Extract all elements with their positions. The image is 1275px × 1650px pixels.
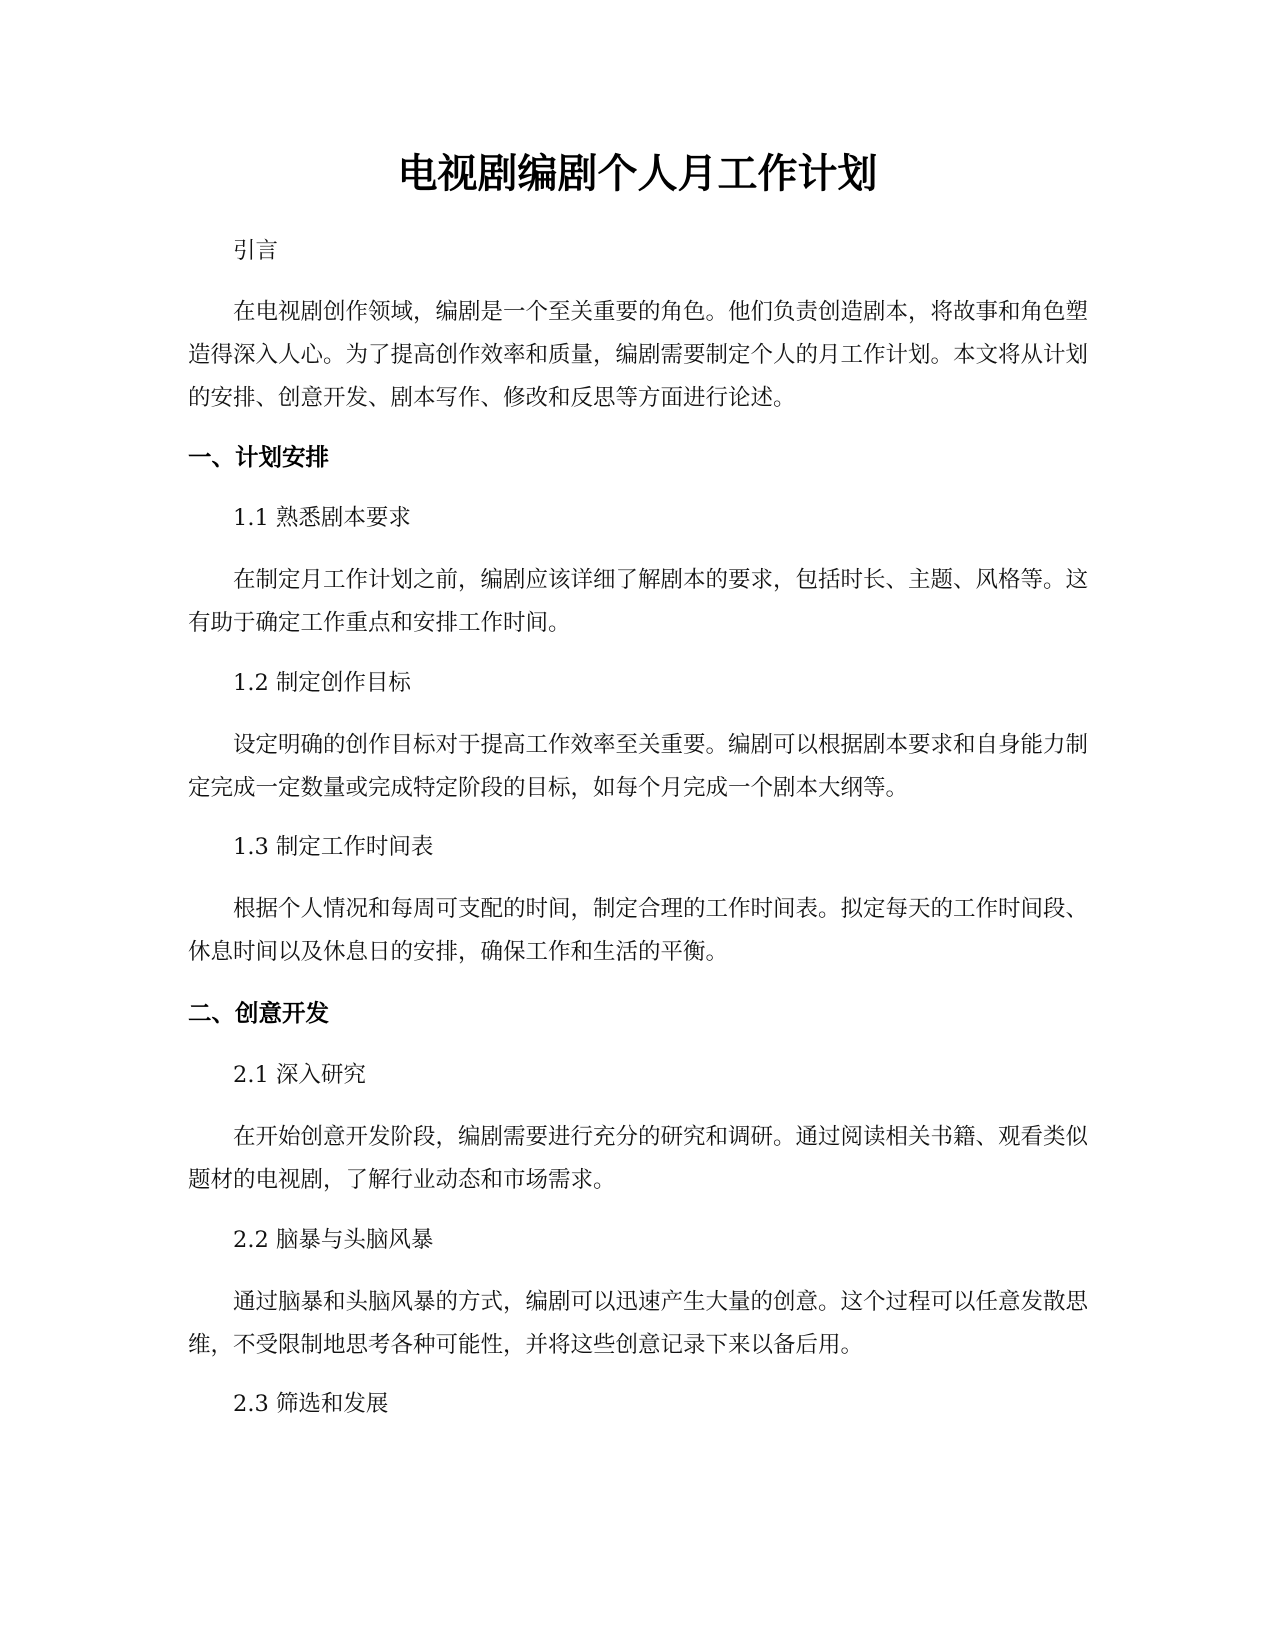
subsection-2-1-title: 2.1 深入研究 xyxy=(233,1062,366,1088)
intro-paragraph: 在电视剧创作领域，编剧是一个至关重要的角色。他们负责创造剧本，将故事和角色塑造得深入人心。为了提高创作效率和质量，编剧需要制定个人的月工作计划。本文将从计划的安排、创意开发、剧本写作、修改和反思等方面进行论述。 xyxy=(188,299,1089,411)
subsection-1-2-paragraph: 设定明确的创作目标对于提高工作效率至关重要。编剧可以根据剧本要求和自身能力制定完成一定数量或完成特定阶段的目标，如每个月完成一个剧本大纲等。 xyxy=(188,732,1089,801)
intro-label: 引言 xyxy=(233,238,279,264)
subsection-2-2-paragraph: 通过脑暴和头脑风暴的方式，编剧可以迅速产生大量的创意。这个过程可以任意发散思维，不受限制地思考各种可能性，并将这些创意记录下来以备后用。 xyxy=(188,1289,1089,1358)
subsection-2-1-paragraph: 在开始创意开发阶段，编剧需要进行充分的研究和调研。通过阅读相关书籍、观看类似题材的电视剧，了解行业动态和市场需求。 xyxy=(188,1124,1089,1193)
subsection-1-3-paragraph: 根据个人情况和每周可支配的时间，制定合理的工作时间表。拟定每天的工作时间段、休息时间以及休息日的安排，确保工作和生活的平衡。 xyxy=(188,896,1089,965)
section-2-heading: 二、创意开发 xyxy=(188,999,329,1027)
subsection-1-3-title: 1.3 制定工作时间表 xyxy=(233,834,434,860)
section-1-heading: 一、计划安排 xyxy=(188,443,329,471)
subsection-1-2-title: 1.2 制定创作目标 xyxy=(233,670,411,696)
subsection-1-1-title: 1.1 熟悉剧本要求 xyxy=(233,505,411,531)
subsection-1-1-paragraph: 在制定月工作计划之前，编剧应该详细了解剧本的要求，包括时长、主题、风格等。这有助于确定工作重点和安排工作时间。 xyxy=(188,567,1089,636)
subsection-2-3-title: 2.3 筛选和发展 xyxy=(233,1391,389,1417)
document-title: 电视剧编剧个人月工作计划 xyxy=(397,151,878,197)
subsection-2-2-title: 2.2 脑暴与头脑风暴 xyxy=(233,1227,434,1253)
